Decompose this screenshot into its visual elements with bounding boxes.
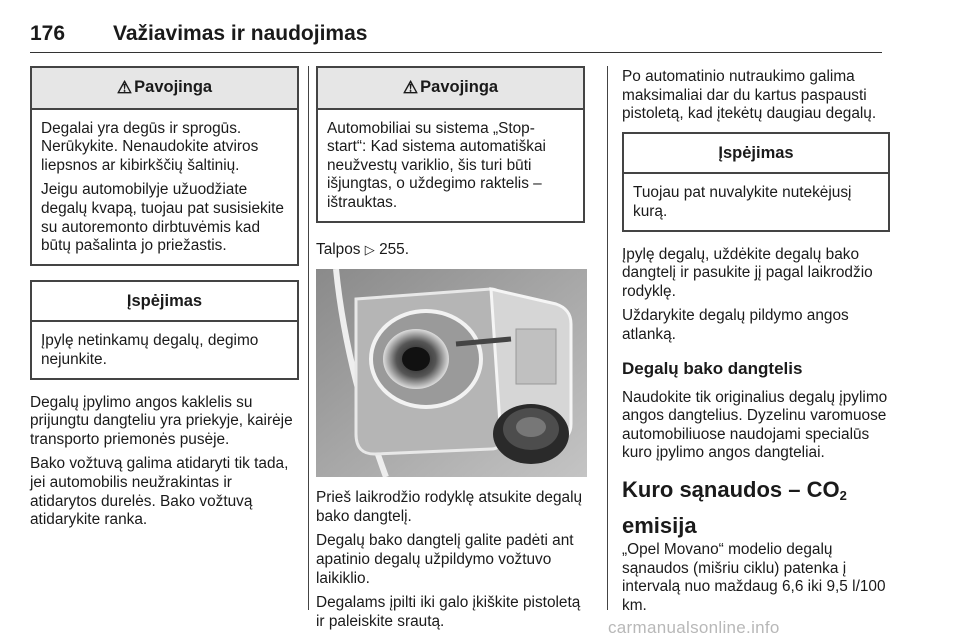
box-paragraph: Degalai yra degūs ir sprogūs. Nerūkykite. Nenaudokite atviros liepsnos ar kibirkščių šaltinių. [41,119,259,174]
page-reference-arrow-icon: ▷ [364,241,375,257]
body-paragraph: Degalams įpilti iki galo įkiškite pistoletą ir paleiskite srautą. [316,594,581,630]
section-heading-co2: Kuro sąnaudos – $CO_2$ emisija [622,476,847,538]
body-paragraph: Įpylę degalų, uždėkite degalų bako dangtelį ir pasukite jį pagal laikrodžio rodyklę. [622,245,873,300]
body-paragraph: Po automatinio nutraukimo galima maksimaliai dar du kartus paspausti pistoletą, kad įtekėtų daugiau degalų. [622,68,877,123]
box-paragraph: Įpylę netinkamų degalų, degimo nejunkite. [41,332,259,368]
watermark: carmanualsonline.info [608,618,780,637]
fuel-filler-photo [316,269,587,477]
column-divider [607,66,608,610]
column-3 [622,68,890,621]
body-paragraph: Prieš laikrodžio rodyklę atsukite degalų bako dangtelį. [316,489,583,525]
page-reference: Talpos ▷ 255. [316,240,410,258]
column-2 [316,66,585,637]
body-paragraph: Degalų bako dangtelį galite padėti ant apatinio degalų užpildymo vožtuvo laikiklio. [316,532,574,587]
danger-box-header: ⚠ Pavojinga [32,68,297,110]
warning-triangle-icon: ⚠ [116,78,133,97]
column-1 [30,66,299,536]
caution-box-header: Įspėjimas [624,134,888,175]
page-header [30,22,882,53]
page-number: 176 [30,22,66,45]
danger-box [316,66,585,223]
section-heading: Degalų bako dangtelis [622,358,803,378]
caution-box [30,280,299,380]
body-paragraph: Naudokite tik originalius degalų įpylimo angos dangtelius. Dyzelinu varomuose automobiliuose naudojami specialūs kuro įpylimo angos dangteliai. [622,388,888,462]
danger-box [30,66,299,266]
body-paragraph: Degalų įpylimo angos kaklelis su prijungtu dangteliu yra priekyje, kairėje transporto priemonės pusėje. [30,393,293,448]
warning-triangle-icon: ⚠ [402,78,419,97]
box-paragraph: Automobiliai su sistema „Stop-start“: Kad sistema automatiškai neužvestų variklio, šis turi būti išjungtas, o uždegimo raktelis – ištrauktas. [327,119,546,211]
body-paragraph: „Opel Movano“ modelio degalų sąnaudos (mišriu ciklu) patenka į intervalą nuo maždaug 6,6 iki 9,5 l/100 km. [622,540,886,614]
body-paragraph: Bako vožtuvą galima atidaryti tik tada, jei automobilis neužrakintas ir atidarytos durelės. Bako vožtuvą atidarykite ranka. [30,455,289,529]
caution-box [622,132,890,232]
body-paragraph: Uždarykite degalų pildymo angos atlanką. [622,307,849,343]
column-divider [308,66,309,610]
box-paragraph: Tuojau pat nuvalykite nutekėjusį kurą. [633,184,852,220]
box-paragraph: Jeigu automobilyje užuodžiate degalų kvapą, tuojau pat susisiekite su autoremonto dirbtuvėmis kad būtų pašalinta jo priežastis. [41,181,284,255]
page-title: Važiavimas ir naudojimas [113,22,368,45]
caution-box-header: Įspėjimas [32,282,297,323]
danger-box-header: ⚠ Pavojinga [318,68,583,110]
